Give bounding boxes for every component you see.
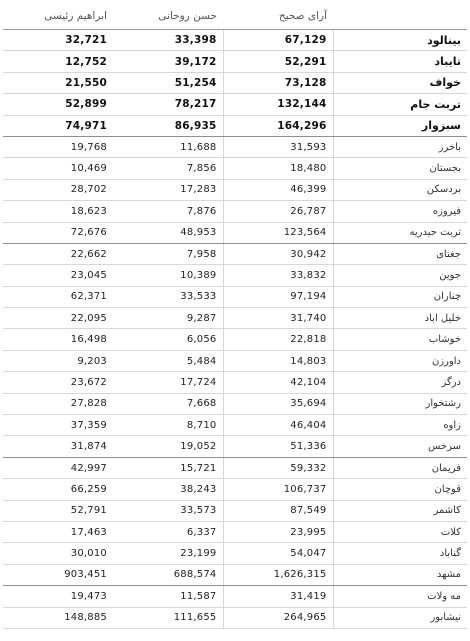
cell-raisi: 10,469 [3, 158, 113, 179]
cell-city: فریمان [333, 457, 467, 478]
cell-valid-votes: 264,965 [223, 607, 333, 628]
cell-valid-votes: 67,129 [223, 30, 333, 51]
cell-rouhani: 51,254 [113, 72, 223, 93]
cell-raisi: 42,997 [3, 457, 113, 478]
cell-raisi: 23,045 [3, 265, 113, 286]
cell-rouhani: 11,587 [113, 586, 223, 607]
cell-raisi: 18,623 [3, 201, 113, 222]
cell-valid-votes: 14,803 [223, 350, 333, 371]
header-valid-votes: آرای صحیح [223, 3, 333, 30]
table-row [3, 51, 467, 72]
cell-city: خوشاب [333, 329, 467, 350]
table-header [3, 3, 467, 30]
cell-city: سرخس [333, 436, 467, 457]
cell-valid-votes: 33,832 [223, 265, 333, 286]
cell-valid-votes: 46,399 [223, 179, 333, 200]
header-city [333, 3, 467, 30]
cell-valid-votes: 35,694 [223, 393, 333, 414]
cell-city: رشتخوار [333, 393, 467, 414]
table-row [3, 115, 467, 136]
cell-raisi: 16,498 [3, 329, 113, 350]
table-row [3, 564, 467, 585]
cell-rouhani: 7,856 [113, 158, 223, 179]
table-row [3, 415, 467, 436]
table-row [3, 500, 467, 521]
table-row [3, 222, 467, 243]
cell-raisi: 66,259 [3, 479, 113, 500]
cell-valid-votes: 106,737 [223, 479, 333, 500]
cell-city: باخرز [333, 136, 467, 157]
cell-raisi: 52,899 [3, 94, 113, 115]
cell-rouhani: 17,283 [113, 179, 223, 200]
cell-valid-votes: 97,194 [223, 286, 333, 307]
cell-city: مه ولات [333, 586, 467, 607]
cell-raisi: 19,473 [3, 586, 113, 607]
cell-rouhani: 111,655 [113, 607, 223, 628]
cell-city: جغتای [333, 243, 467, 264]
cell-city: تربت حیدریه [333, 222, 467, 243]
cell-valid-votes: 31,593 [223, 136, 333, 157]
cell-valid-votes: 23,995 [223, 521, 333, 542]
cell-valid-votes: 26,787 [223, 201, 333, 222]
cell-rouhani: 10,389 [113, 265, 223, 286]
cell-rouhani: 78,217 [113, 94, 223, 115]
cell-valid-votes: 31,740 [223, 308, 333, 329]
cell-city: سبزوار [333, 115, 467, 136]
cell-city: فیروزه [333, 201, 467, 222]
cell-raisi: 12,752 [3, 51, 113, 72]
table-row [3, 436, 467, 457]
cell-raisi: 31,874 [3, 436, 113, 457]
cell-raisi: 28,702 [3, 179, 113, 200]
cell-valid-votes: 22,818 [223, 329, 333, 350]
table-row [3, 179, 467, 200]
table-row [3, 243, 467, 264]
cell-raisi: 52,791 [3, 500, 113, 521]
table-row [3, 607, 467, 628]
cell-city: چناران [333, 286, 467, 307]
cell-valid-votes: 132,144 [223, 94, 333, 115]
table-row [3, 201, 467, 222]
cell-valid-votes: 54,047 [223, 543, 333, 564]
cell-raisi: 22,662 [3, 243, 113, 264]
table-row [3, 372, 467, 393]
table-row [3, 329, 467, 350]
cell-rouhani: 688,574 [113, 564, 223, 585]
table-row [3, 457, 467, 478]
cell-raisi: 27,828 [3, 393, 113, 414]
cell-city: مشهد [333, 564, 467, 585]
header-raisi: ابراهیم رئیسی [3, 3, 113, 30]
cell-rouhani: 39,172 [113, 51, 223, 72]
cell-rouhani: 5,484 [113, 350, 223, 371]
table-row [3, 350, 467, 371]
cell-rouhani: 23,199 [113, 543, 223, 564]
table-row [3, 72, 467, 93]
cell-raisi: 72,676 [3, 222, 113, 243]
cell-raisi: 74,971 [3, 115, 113, 136]
cell-rouhani: 48,953 [113, 222, 223, 243]
cell-valid-votes: 52,291 [223, 51, 333, 72]
cell-valid-votes: 30,942 [223, 243, 333, 264]
cell-rouhani: 17,724 [113, 372, 223, 393]
cell-city: تربت جام [333, 94, 467, 115]
table-row [3, 265, 467, 286]
table-row [3, 158, 467, 179]
cell-city: کلات [333, 521, 467, 542]
table-row [3, 521, 467, 542]
table-body [3, 30, 467, 629]
cell-rouhani: 15,721 [113, 457, 223, 478]
table-row [3, 136, 467, 157]
cell-valid-votes: 123,564 [223, 222, 333, 243]
cell-valid-votes: 51,336 [223, 436, 333, 457]
table-row [3, 30, 467, 51]
cell-city: گناباد [333, 543, 467, 564]
cell-valid-votes: 87,549 [223, 500, 333, 521]
cell-rouhani: 11,688 [113, 136, 223, 157]
results-table [3, 3, 467, 629]
cell-rouhani: 6,056 [113, 329, 223, 350]
cell-valid-votes: 59,332 [223, 457, 333, 478]
table-row [3, 393, 467, 414]
cell-rouhani: 33,398 [113, 30, 223, 51]
cell-city: درگز [333, 372, 467, 393]
cell-rouhani: 19,052 [113, 436, 223, 457]
cell-city: بردسکن [333, 179, 467, 200]
cell-city: کاشمر [333, 500, 467, 521]
cell-valid-votes: 18,480 [223, 158, 333, 179]
cell-valid-votes: 73,128 [223, 72, 333, 93]
cell-city: داورزن [333, 350, 467, 371]
table-row [3, 308, 467, 329]
cell-valid-votes: 42,104 [223, 372, 333, 393]
cell-raisi: 62,371 [3, 286, 113, 307]
table-row [3, 586, 467, 607]
cell-valid-votes: 164,296 [223, 115, 333, 136]
cell-raisi: 32,721 [3, 30, 113, 51]
cell-rouhani: 7,958 [113, 243, 223, 264]
table-row [3, 543, 467, 564]
cell-rouhani: 7,876 [113, 201, 223, 222]
cell-rouhani: 33,573 [113, 500, 223, 521]
cell-city: زاوه [333, 415, 467, 436]
table-row [3, 94, 467, 115]
cell-city: خواف [333, 72, 467, 93]
cell-raisi: 30,010 [3, 543, 113, 564]
cell-city: بینالود [333, 30, 467, 51]
table-row [3, 479, 467, 500]
cell-raisi: 19,768 [3, 136, 113, 157]
cell-city: تایباد [333, 51, 467, 72]
cell-raisi: 22,095 [3, 308, 113, 329]
cell-city: جوین [333, 265, 467, 286]
table-row [3, 286, 467, 307]
cell-rouhani: 9,287 [113, 308, 223, 329]
cell-city: خلیل اباد [333, 308, 467, 329]
cell-raisi: 23,672 [3, 372, 113, 393]
cell-city: قوچان [333, 479, 467, 500]
cell-rouhani: 86,935 [113, 115, 223, 136]
cell-raisi: 37,359 [3, 415, 113, 436]
cell-raisi: 21,550 [3, 72, 113, 93]
cell-raisi: 148,885 [3, 607, 113, 628]
cell-raisi: 9,203 [3, 350, 113, 371]
header-row [3, 3, 467, 30]
header-rouhani: حسن روحانی [113, 3, 223, 30]
cell-rouhani: 38,243 [113, 479, 223, 500]
cell-city: نیشابور [333, 607, 467, 628]
cell-raisi: 903,451 [3, 564, 113, 585]
cell-valid-votes: 31,419 [223, 586, 333, 607]
cell-rouhani: 33,533 [113, 286, 223, 307]
cell-city: بجستان [333, 158, 467, 179]
cell-rouhani: 7,668 [113, 393, 223, 414]
cell-rouhani: 6,337 [113, 521, 223, 542]
cell-valid-votes: 1,626,315 [223, 564, 333, 585]
cell-valid-votes: 46,404 [223, 415, 333, 436]
cell-rouhani: 8,710 [113, 415, 223, 436]
cell-raisi: 17,463 [3, 521, 113, 542]
